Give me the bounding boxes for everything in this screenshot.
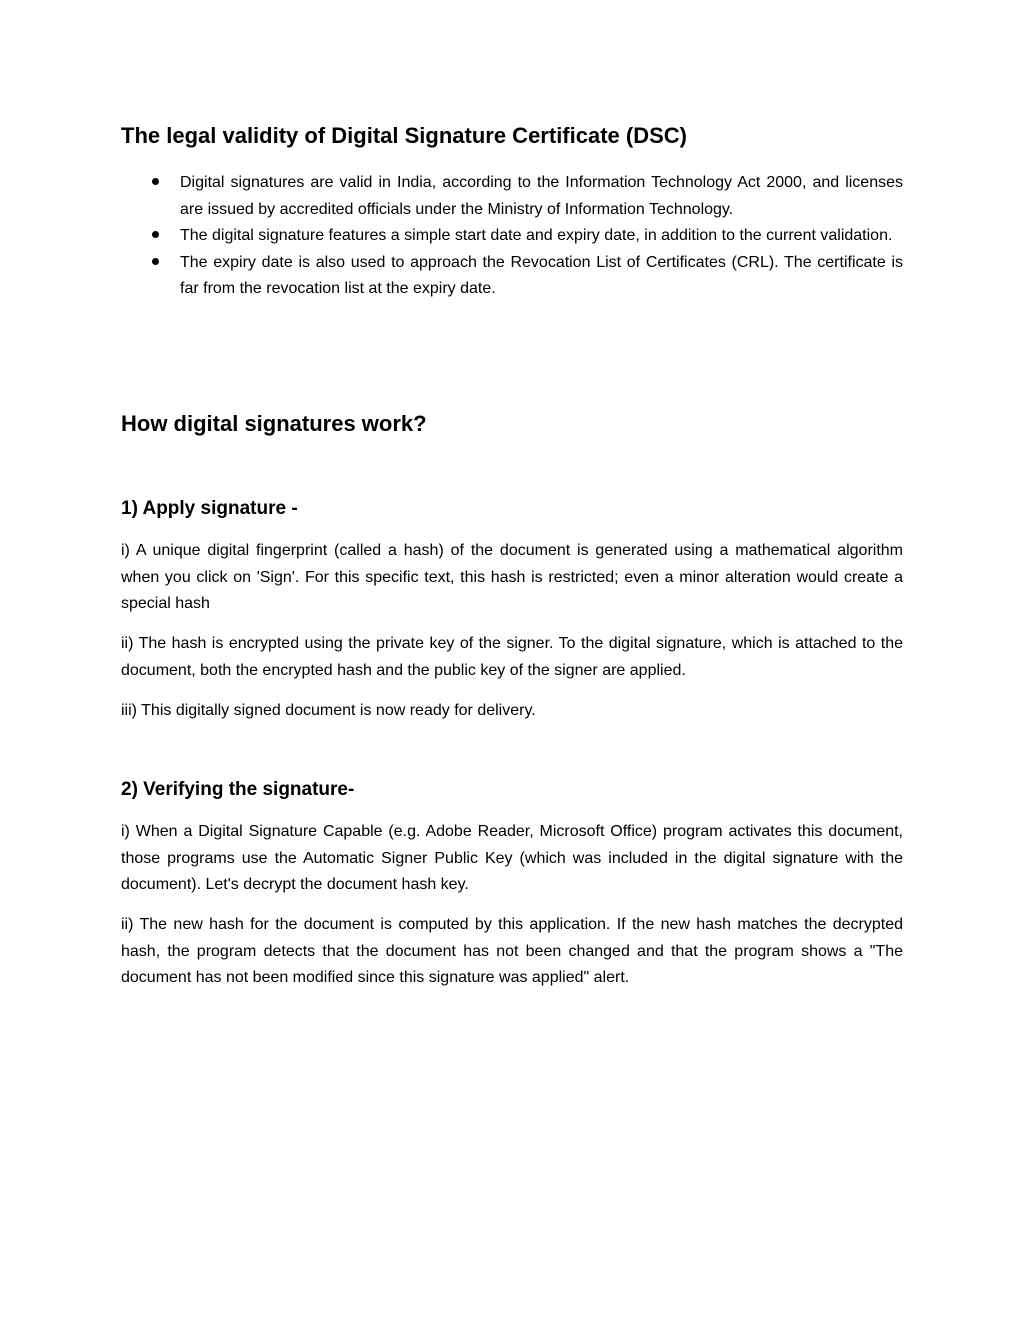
heading-how-it-works: How digital signatures work? — [121, 411, 427, 436]
verify-paragraph-1: i) When a Digital Signature Capable (e.g. Adobe Reader, Microsoft Office) program activates this document, those programs use the Automatic Signer Public Key (which was included in the digital signature with the document). Let's decrypt the document hash key. — [121, 823, 903, 893]
bullet-icon — [152, 258, 159, 265]
verify-paragraph-2: ii) The new hash for the document is computed by this application. If the new hash matches the decrypted hash, the program detects that the document has not been changed and that the program shows a "The document has not been modified since this signature was applied" alert. — [121, 916, 903, 986]
list-item — [121, 223, 903, 250]
dsc-validity-list — [121, 170, 903, 303]
apply-paragraph-2: ii) The hash is encrypted using the private key of the signer. To the digital signature, which is attached to the document, both the encrypted hash and the public key of the signer are applied. — [121, 635, 903, 679]
bullet-icon — [152, 231, 159, 238]
heading-apply-signature: 1) Apply signature - — [121, 498, 298, 519]
heading-verifying-signature: 2) Verifying the signature- — [121, 779, 355, 800]
apply-paragraph-3: iii) This digitally signed document is now ready for delivery. — [121, 702, 536, 719]
list-item — [121, 250, 903, 303]
apply-paragraph-1: i) A unique digital fingerprint (called a hash) of the document is generated using a mathematical algorithm when you click on 'Sign'. For this specific text, this hash is restricted; even a minor alteration would create a special hash — [121, 542, 903, 612]
list-item — [121, 170, 903, 223]
list-item-text: The expiry date is also used to approach the Revocation List of Certificates (CRL). The certificate is far from the revocation list at the expiry date. — [180, 253, 903, 297]
list-item-text: The digital signature features a simple start date and expiry date, in addition to the current validation. — [180, 227, 893, 244]
list-item-text: Digital signatures are valid in India, according to the Information Technology Act 2000, and licenses are issued by accredited officials under the Ministry of Information Technology. — [180, 174, 903, 218]
heading-dsc-validity: The legal validity of Digital Signature Certificate (DSC) — [121, 123, 687, 148]
bullet-icon — [152, 178, 159, 185]
